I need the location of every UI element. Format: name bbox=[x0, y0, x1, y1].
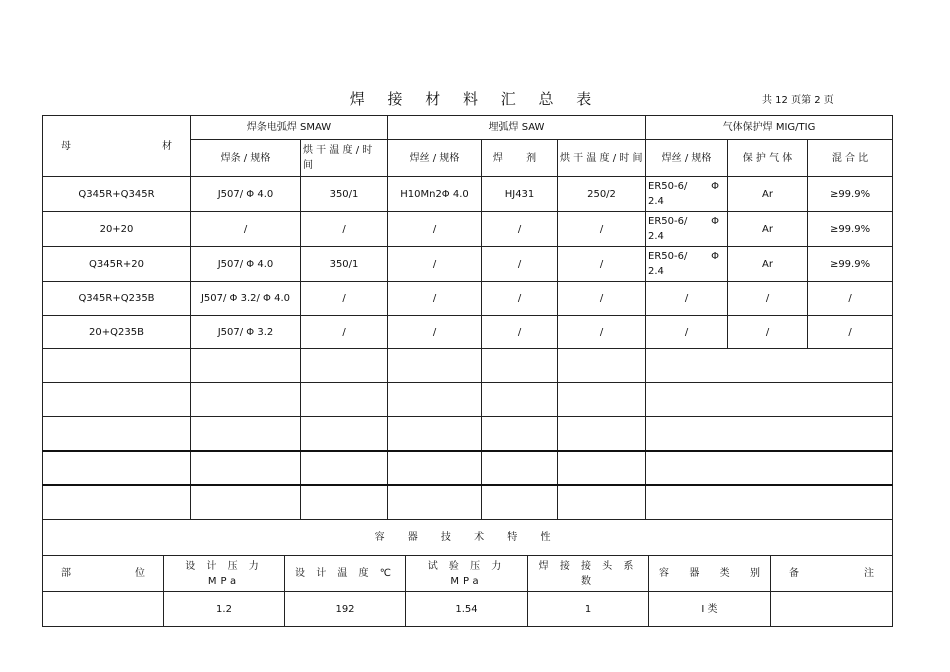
design-temp-value: 192 bbox=[285, 592, 406, 627]
empty-row bbox=[43, 451, 893, 485]
mig-wire-cell: / bbox=[646, 282, 728, 316]
flux-cell: / bbox=[482, 316, 558, 349]
base-metal-cell: Q345R+Q345R bbox=[43, 177, 191, 212]
vessel-class-header: 容 器 类 别 bbox=[649, 556, 771, 592]
wire-cell: / bbox=[388, 282, 482, 316]
empty-cell bbox=[482, 417, 558, 451]
remark-value bbox=[771, 592, 893, 627]
mig-wire-text: ER50-6/ bbox=[648, 216, 688, 227]
base-metal-cell: Q345R+Q235B bbox=[43, 282, 191, 316]
mig-wire-cell bbox=[646, 212, 728, 247]
test-pressure-value: 1.54 bbox=[406, 592, 528, 627]
empty-cell bbox=[558, 349, 646, 383]
electrode-cell: J507/ Φ 3.2 bbox=[191, 316, 301, 349]
design-pressure-value: 1.2 bbox=[164, 592, 285, 627]
empty-cell bbox=[43, 349, 191, 383]
empty-cell bbox=[482, 451, 558, 485]
empty-cell bbox=[482, 485, 558, 520]
empty-row bbox=[43, 383, 893, 417]
empty-row bbox=[43, 417, 893, 451]
mig-wire-cell: / bbox=[646, 316, 728, 349]
mig-wire-size: 2.4 bbox=[648, 266, 664, 277]
empty-cell bbox=[43, 383, 191, 417]
ratio-cell: ≥99.9% bbox=[808, 212, 893, 247]
electrode-spec-header: 焊条 / 规格 bbox=[191, 140, 301, 177]
flux-header: 焊 剂 bbox=[482, 140, 558, 177]
mig-wire-cell bbox=[646, 177, 728, 212]
joint-coef-value: 1 bbox=[528, 592, 649, 627]
vessel-table-title: 容 器 技 术 特 性 bbox=[43, 520, 893, 556]
page-info: 共 12 页第 2 页 bbox=[762, 95, 834, 106]
base-metal-header: 母 材 bbox=[43, 116, 191, 177]
empty-cell bbox=[646, 383, 893, 417]
mig-wire-phi: Φ bbox=[711, 251, 720, 262]
electrode-cell: / bbox=[191, 212, 301, 247]
empty-cell bbox=[301, 349, 388, 383]
wire-cell: / bbox=[388, 316, 482, 349]
wire-cell: H10Mn2Φ 4.0 bbox=[388, 177, 482, 212]
empty-cell bbox=[191, 417, 301, 451]
saw-dry-temp-header: 烘 干 温 度 / 时 间 bbox=[558, 140, 646, 177]
empty-cell bbox=[388, 417, 482, 451]
base-metal-cell: Q345R+20 bbox=[43, 247, 191, 282]
shield-gas-header: 保 护 气 体 bbox=[728, 140, 808, 177]
test-pressure-header: 试 验 压 力 MPa bbox=[406, 556, 528, 592]
flux-cell: / bbox=[482, 282, 558, 316]
table-row bbox=[43, 282, 893, 316]
empty-cell bbox=[482, 349, 558, 383]
gas-cell: / bbox=[728, 282, 808, 316]
flux-cell: / bbox=[482, 212, 558, 247]
mig-wire-size: 2.4 bbox=[648, 231, 664, 242]
empty-cell bbox=[43, 451, 191, 485]
mig-wire-text: ER50-6/ bbox=[648, 181, 688, 192]
design-pressure-header: 设 计 压 力 MPa bbox=[164, 556, 285, 592]
table-row bbox=[43, 177, 893, 212]
vessel-value-row bbox=[43, 592, 893, 627]
empty-cell bbox=[388, 485, 482, 520]
electrode-cell: J507/ Φ 3.2/ Φ 4.0 bbox=[191, 282, 301, 316]
vessel-class-value: Ⅰ 类 bbox=[649, 592, 771, 627]
welding-materials-table bbox=[42, 115, 893, 520]
saw-dry-cell: / bbox=[558, 282, 646, 316]
empty-cell bbox=[388, 451, 482, 485]
base-metal-cell: 20+20 bbox=[43, 212, 191, 247]
empty-cell bbox=[43, 485, 191, 520]
gas-cell: / bbox=[728, 316, 808, 349]
empty-cell bbox=[191, 349, 301, 383]
joint-coef-header: 焊 接 接 头 系 数 bbox=[528, 556, 649, 592]
part-header: 部 位 bbox=[43, 556, 164, 592]
smaw-dry-cell: / bbox=[301, 282, 388, 316]
flux-cell: HJ431 bbox=[482, 177, 558, 212]
mig-group-header: 气体保护焊 MIG/TIG bbox=[646, 116, 893, 140]
empty-cell bbox=[388, 383, 482, 417]
empty-cell bbox=[301, 417, 388, 451]
gas-cell: Ar bbox=[728, 212, 808, 247]
empty-cell bbox=[43, 417, 191, 451]
ratio-cell: / bbox=[808, 282, 893, 316]
empty-cell bbox=[558, 383, 646, 417]
empty-row bbox=[43, 485, 893, 520]
wire-cell: / bbox=[388, 247, 482, 282]
empty-cell bbox=[191, 451, 301, 485]
empty-cell bbox=[646, 451, 893, 485]
saw-dry-cell: 250/2 bbox=[558, 177, 646, 212]
table-row bbox=[43, 247, 893, 282]
smaw-dry-cell: 350/1 bbox=[301, 177, 388, 212]
empty-cell bbox=[388, 349, 482, 383]
ratio-cell: ≥99.9% bbox=[808, 247, 893, 282]
part-value bbox=[43, 592, 164, 627]
vessel-title-row bbox=[43, 520, 893, 556]
empty-cell bbox=[558, 451, 646, 485]
gas-cell: Ar bbox=[728, 177, 808, 212]
vessel-characteristics-table bbox=[42, 519, 893, 627]
table-row bbox=[43, 212, 893, 247]
saw-group-header: 埋弧焊 SAW bbox=[388, 116, 646, 140]
mix-ratio-header: 混 合 比 bbox=[808, 140, 893, 177]
group-header-row bbox=[43, 116, 893, 140]
smaw-dry-cell: / bbox=[301, 212, 388, 247]
empty-cell bbox=[482, 383, 558, 417]
ratio-cell: ≥99.9% bbox=[808, 177, 893, 212]
empty-cell bbox=[191, 383, 301, 417]
empty-cell bbox=[646, 485, 893, 520]
mig-wire-size: 2.4 bbox=[648, 196, 664, 207]
mig-wire-text: ER50-6/ bbox=[648, 251, 688, 262]
base-metal-cell: 20+Q235B bbox=[43, 316, 191, 349]
saw-dry-cell: / bbox=[558, 247, 646, 282]
empty-cell bbox=[301, 485, 388, 520]
empty-row bbox=[43, 349, 893, 383]
mig-wire-spec-header: 焊丝 / 规格 bbox=[646, 140, 728, 177]
empty-cell bbox=[558, 485, 646, 520]
empty-cell bbox=[301, 451, 388, 485]
saw-dry-cell: / bbox=[558, 316, 646, 349]
electrode-cell: J507/ Φ 4.0 bbox=[191, 177, 301, 212]
page-title: 焊 接 材 料 汇 总 表 bbox=[349, 90, 601, 108]
mig-wire-cell bbox=[646, 247, 728, 282]
empty-cell bbox=[191, 485, 301, 520]
electrode-cell: J507/ Φ 4.0 bbox=[191, 247, 301, 282]
remark-header: 备 注 bbox=[771, 556, 893, 592]
ratio-cell: / bbox=[808, 316, 893, 349]
empty-cell bbox=[646, 417, 893, 451]
mig-wire-phi: Φ bbox=[711, 216, 720, 227]
empty-cell bbox=[301, 383, 388, 417]
wire-spec-header: 焊丝 / 规格 bbox=[388, 140, 482, 177]
saw-dry-cell: / bbox=[558, 212, 646, 247]
smaw-dry-cell: 350/1 bbox=[301, 247, 388, 282]
empty-cell bbox=[646, 349, 893, 383]
flux-cell: / bbox=[482, 247, 558, 282]
vessel-header-row bbox=[43, 556, 893, 592]
gas-cell: Ar bbox=[728, 247, 808, 282]
mig-wire-phi: Φ bbox=[711, 181, 720, 192]
empty-cell bbox=[558, 417, 646, 451]
wire-cell: / bbox=[388, 212, 482, 247]
smaw-dry-temp-header: 烘 干 温 度 / 时 间 bbox=[301, 140, 388, 177]
table-row bbox=[43, 316, 893, 349]
smaw-group-header: 焊条电弧焊 SMAW bbox=[191, 116, 388, 140]
smaw-dry-cell: / bbox=[301, 316, 388, 349]
design-temp-header: 设 计 温 度 ℃ bbox=[285, 556, 406, 592]
